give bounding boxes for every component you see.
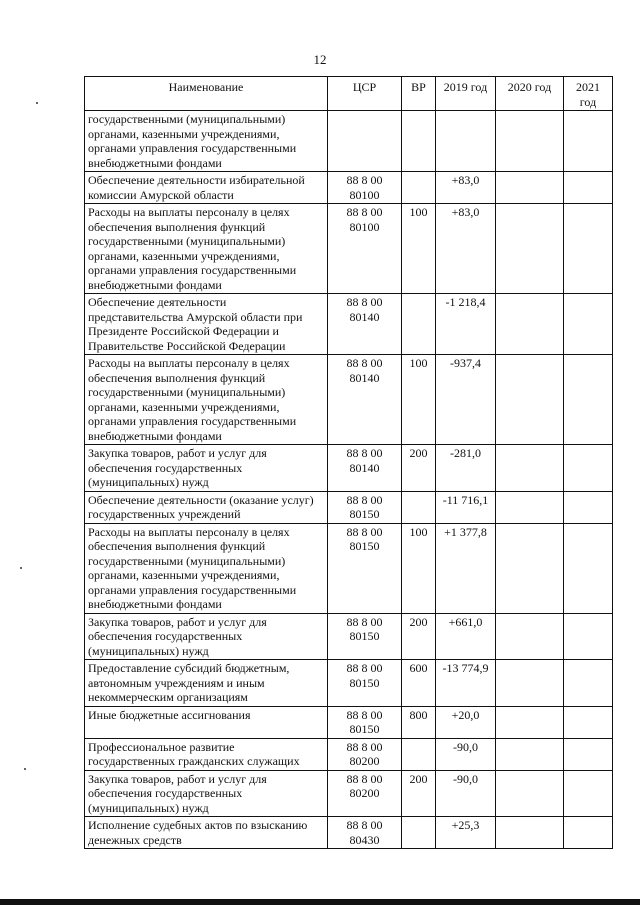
- cell-2021: [564, 294, 613, 355]
- table-row: [85, 355, 613, 445]
- cell-2021: [564, 738, 613, 770]
- budget-table: [84, 76, 613, 849]
- cell-name: Обеспечение деятельности избирательной комиссии Амурской области: [85, 172, 328, 204]
- table-row: [85, 817, 613, 849]
- cell-vr: 200: [402, 613, 436, 660]
- table-row: [85, 491, 613, 523]
- cell-2019: +83,0: [436, 172, 496, 204]
- cell-csr: 88 8 00 80150: [328, 613, 402, 660]
- cell-2020: [496, 355, 564, 445]
- table-row: [85, 294, 613, 355]
- scan-speck: [24, 768, 26, 770]
- cell-vr: 200: [402, 445, 436, 492]
- cell-2020: [496, 660, 564, 707]
- scan-speck: [20, 567, 22, 569]
- cell-2020: [496, 523, 564, 613]
- cell-csr: 88 8 00 80100: [328, 172, 402, 204]
- cell-2019: -90,0: [436, 738, 496, 770]
- cell-2021: [564, 111, 613, 172]
- cell-csr: 88 8 00 80430: [328, 817, 402, 849]
- cell-2019: -90,0: [436, 770, 496, 817]
- cell-2019: +83,0: [436, 204, 496, 294]
- cell-csr: 88 8 00 80140: [328, 294, 402, 355]
- cell-2020: [496, 294, 564, 355]
- cell-2021: [564, 706, 613, 738]
- cell-name: Иные бюджетные ассигнования: [85, 706, 328, 738]
- cell-2020: [496, 445, 564, 492]
- cell-vr: [402, 817, 436, 849]
- cell-2019: -11 716,1: [436, 491, 496, 523]
- cell-vr: 200: [402, 770, 436, 817]
- cell-2021: [564, 523, 613, 613]
- cell-2021: [564, 172, 613, 204]
- cell-name: Исполнение судебных актов по взысканию денежных средств: [85, 817, 328, 849]
- scan-speck: [36, 102, 38, 104]
- header-2021: 2021 год: [564, 77, 613, 111]
- cell-2021: [564, 204, 613, 294]
- cell-csr: 88 8 00 80200: [328, 770, 402, 817]
- cell-csr: 88 8 00 80150: [328, 491, 402, 523]
- cell-2021: [564, 445, 613, 492]
- cell-csr: 88 8 00 80100: [328, 204, 402, 294]
- cell-csr: 88 8 00 80150: [328, 523, 402, 613]
- cell-2020: [496, 111, 564, 172]
- cell-2021: [564, 491, 613, 523]
- header-vr: ВР: [402, 77, 436, 111]
- table-row: [85, 770, 613, 817]
- cell-csr: 88 8 00 80150: [328, 660, 402, 707]
- cell-csr: 88 8 00 80150: [328, 706, 402, 738]
- cell-name: Обеспечение деятельности (оказание услуг) государственных учреждений: [85, 491, 328, 523]
- scan-bottom-edge: [0, 899, 640, 905]
- page-number: 12: [313, 52, 327, 67]
- cell-2019: -281,0: [436, 445, 496, 492]
- cell-2019: -1 218,4: [436, 294, 496, 355]
- cell-2019: +25,3: [436, 817, 496, 849]
- cell-2020: [496, 706, 564, 738]
- cell-vr: [402, 491, 436, 523]
- table-row: [85, 111, 613, 172]
- cell-vr: 600: [402, 660, 436, 707]
- cell-vr: 800: [402, 706, 436, 738]
- cell-csr: 88 8 00 80140: [328, 355, 402, 445]
- cell-2019: -937,4: [436, 355, 496, 445]
- cell-2021: [564, 770, 613, 817]
- table-row: [85, 172, 613, 204]
- budget-table-container: [84, 76, 613, 849]
- header-2020: 2020 год: [496, 77, 564, 111]
- cell-2020: [496, 738, 564, 770]
- cell-2019: +1 377,8: [436, 523, 496, 613]
- cell-name: Закупка товаров, работ и услуг для обеспечения государственных (муниципальных) нужд: [85, 445, 328, 492]
- cell-name: Закупка товаров, работ и услуг для обеспечения государственных (муниципальных) нужд: [85, 770, 328, 817]
- cell-2020: [496, 613, 564, 660]
- table-row: [85, 445, 613, 492]
- cell-2019: [436, 111, 496, 172]
- cell-name: государственными (муниципальными) органами, казенными учреждениями, органами управления государственными внебюджетными фондами: [85, 111, 328, 172]
- cell-2020: [496, 491, 564, 523]
- cell-vr: [402, 172, 436, 204]
- cell-2021: [564, 613, 613, 660]
- cell-2020: [496, 172, 564, 204]
- cell-vr: [402, 294, 436, 355]
- cell-2019: +20,0: [436, 706, 496, 738]
- table-row: [85, 613, 613, 660]
- cell-name: Расходы на выплаты персоналу в целях обеспечения выполнения функций государственными (муниципальными) органами, казенными учреждениями, органами управления государственными внебюджетными фондами: [85, 204, 328, 294]
- cell-vr: [402, 111, 436, 172]
- table-row: [85, 523, 613, 613]
- cell-2020: [496, 204, 564, 294]
- cell-csr: 88 8 00 80200: [328, 738, 402, 770]
- table-row: [85, 660, 613, 707]
- table-header-row: [85, 77, 613, 111]
- cell-name: Расходы на выплаты персоналу в целях обеспечения выполнения функций государственными (муниципальными) органами, казенными учреждениями, органами управления государственными внебюджетными фондами: [85, 523, 328, 613]
- cell-csr: 88 8 00 80140: [328, 445, 402, 492]
- cell-vr: 100: [402, 204, 436, 294]
- cell-name: Обеспечение деятельности представительства Амурской области при Президенте Российской Федерации и Правительстве Российской Федерации: [85, 294, 328, 355]
- cell-name: Расходы на выплаты персоналу в целях обеспечения выполнения функций государственными (муниципальными) органами, казенными учреждениями, органами управления государственными внебюджетными фондами: [85, 355, 328, 445]
- table-row: [85, 738, 613, 770]
- cell-2021: [564, 660, 613, 707]
- cell-name: Предоставление субсидий бюджетным, автономным учреждениям и иным некоммерческим организациям: [85, 660, 328, 707]
- cell-2021: [564, 355, 613, 445]
- cell-2019: +661,0: [436, 613, 496, 660]
- cell-2021: [564, 817, 613, 849]
- header-name: Наименование: [85, 77, 328, 111]
- cell-vr: 100: [402, 523, 436, 613]
- cell-vr: 100: [402, 355, 436, 445]
- header-2019: 2019 год: [436, 77, 496, 111]
- header-csr: ЦСР: [328, 77, 402, 111]
- cell-csr: [328, 111, 402, 172]
- cell-name: Профессиональное развитие государственных гражданских служащих: [85, 738, 328, 770]
- cell-name: Закупка товаров, работ и услуг для обеспечения государственных (муниципальных) нужд: [85, 613, 328, 660]
- cell-2020: [496, 770, 564, 817]
- cell-2020: [496, 817, 564, 849]
- cell-vr: [402, 738, 436, 770]
- table-row: [85, 706, 613, 738]
- cell-2019: -13 774,9: [436, 660, 496, 707]
- table-body: [85, 111, 613, 849]
- table-row: [85, 204, 613, 294]
